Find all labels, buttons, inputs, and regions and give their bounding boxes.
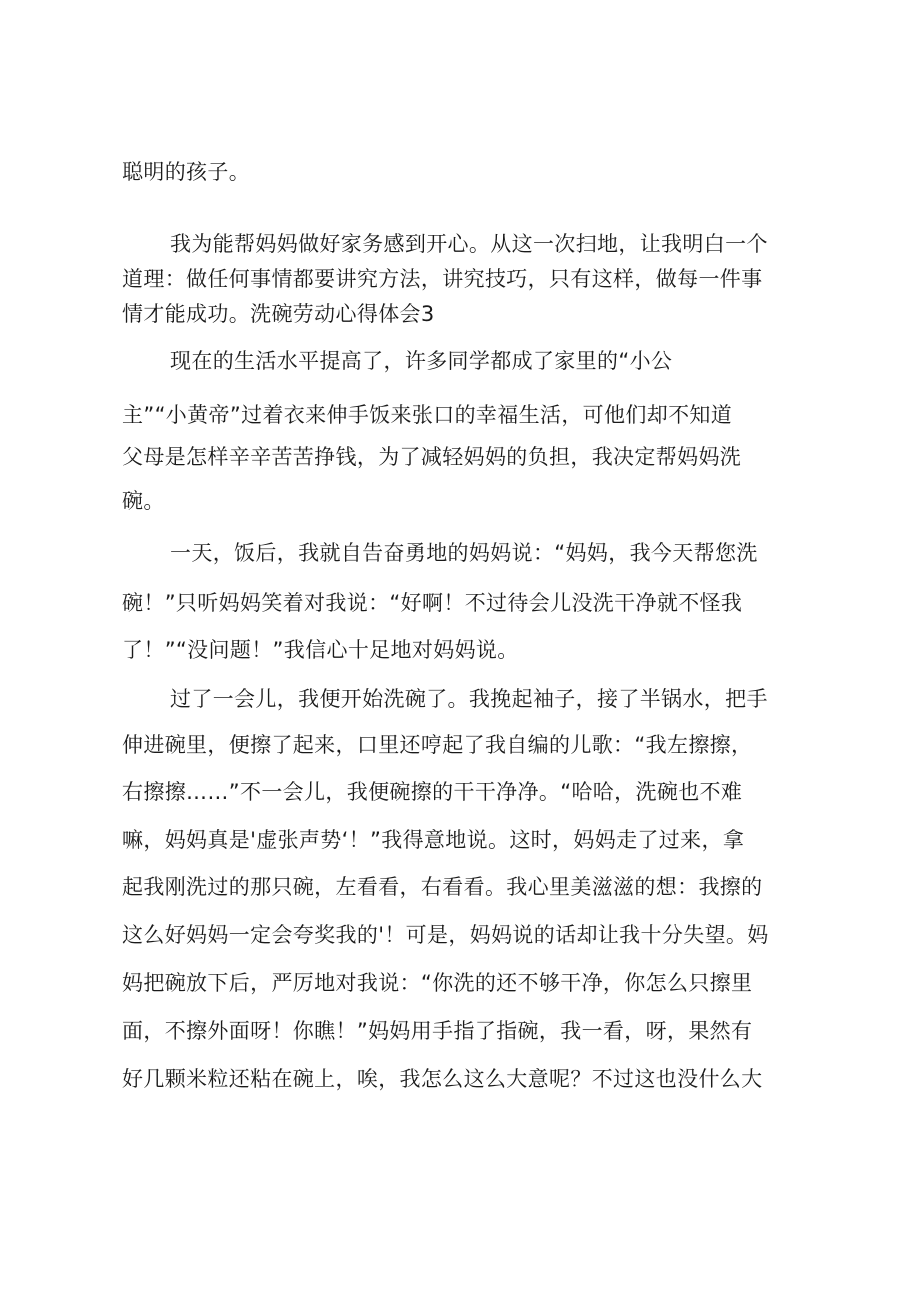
text-line: 好几颗米粒还粘在碗上，唉，我怎么这么大意呢？不过这也没什么大 <box>122 1067 763 1091</box>
text-line: 右擦擦……”不一会儿，我便碗擦的干干净净。“哈哈，洗碗也不难 <box>122 780 743 804</box>
text-line: 了！”“没问题！”我信心十足地对妈妈说。 <box>122 638 519 662</box>
text-line: 一天，饭后，我就自告奋勇地的妈妈说：“妈妈，我今天帮您洗 <box>170 541 758 565</box>
text-line: 碗。 <box>122 489 165 513</box>
text-line: 妈把碗放下后，严厉地对我说：“你洗的还不够干净，你怎么只擦里 <box>122 971 753 995</box>
text-line: 面，不擦外面呀！你瞧！”妈妈用手指了指碗，我一看，呀，果然有 <box>122 1019 753 1043</box>
text-line: 现在的生活水平提高了，许多同学都成了家里的“小公 <box>170 349 673 373</box>
text-line: 过了一会儿，我便开始洗碗了。我挽起袖子，接了半锅水，把手 <box>170 687 768 711</box>
text-line: 起我刚洗过的那只碗，左看看，右看看。我心里美滋滋的想：我擦的 <box>122 875 763 899</box>
text-line: 嘛，妈妈真是'虚张声势‘！”我得意地说。这时，妈妈走了过来，拿 <box>122 828 745 852</box>
text-line: 伸进碗里，便擦了起来，口里还哼起了我自编的儿歌：“我左擦擦， <box>122 733 753 757</box>
text-line: 道理：做任何事情都要讲究方法，讲究技巧，只有这样，做每一件事 <box>122 267 763 291</box>
text-line: 聪明的孩子。 <box>122 160 251 184</box>
text-line: 主”“小黄帝”过着衣来伸手饭来张口的幸福生活，可他们却不知道 <box>122 403 733 427</box>
text-line: 情才能成功。洗碗劳动心得体会3 <box>122 302 435 326</box>
text-line: 父母是怎样辛辛苦苦挣钱，为了减轻妈妈的负担，我决定帮妈妈洗 <box>122 445 742 469</box>
text-line: 我为能帮妈妈做好家务感到开心。从这一次扫地，让我明白一个 <box>170 232 768 256</box>
text-line: 这么好妈妈一定会夸奖我的'！可是，妈妈说的话却让我十分失望。妈 <box>122 923 769 947</box>
text-line: 碗！”只听妈妈笑着对我说：“好啊！不过待会儿没洗干净就不怪我 <box>122 591 743 615</box>
